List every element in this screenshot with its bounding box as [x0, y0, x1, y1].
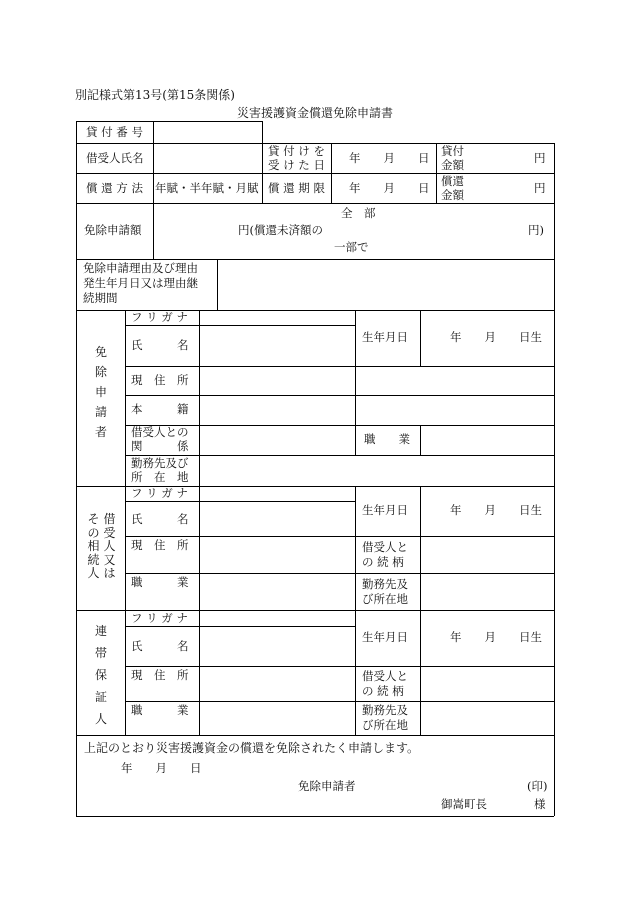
repay-deadline-label: 償 還 期 限: [268, 181, 325, 195]
exemption-amount-unit: 円): [528, 223, 544, 237]
repaid-amount-label: 償還: [441, 174, 464, 188]
heir-occupation-label: 職 業: [131, 575, 189, 589]
footer-seal: (印): [527, 779, 548, 793]
heir-group-label-col: 借受人又は: [103, 512, 116, 580]
guarantor-work-label: 勤務先及: [362, 703, 408, 717]
guarantor-birth-value: 年 月 日生: [450, 630, 542, 644]
guarantor-birth-label: 生年月日: [362, 630, 408, 644]
applicant-domicile-label: 本 籍: [131, 402, 189, 416]
heir-furigana-label: フ リ ガ ナ: [131, 486, 188, 500]
loan-date-value: 年 月 日: [349, 151, 430, 165]
applicant-relation-label: 借受人との: [131, 425, 189, 439]
guarantor-relation-label: の 続 柄: [362, 684, 404, 698]
loan-amount-label: 金額: [441, 158, 464, 172]
footer-applicant-label: 免除申請者: [298, 779, 356, 793]
applicant-birth-label: 生年月日: [362, 330, 408, 344]
heir-name-label: 氏 名: [131, 512, 189, 526]
footer-date: 年 月 日: [121, 761, 202, 775]
loan-date-label: 貸 付 け を: [268, 144, 325, 158]
footer-honorific: 様: [534, 797, 546, 811]
guarantor-name-label: 氏 名: [131, 639, 189, 653]
heir-work-label: び所在地: [362, 592, 408, 606]
applicant-address-label: 現 住 所: [131, 373, 189, 387]
guarantor-occupation-label: 職 業: [131, 703, 189, 717]
reason-label: 免除申請理由及び理由: [83, 261, 198, 275]
applicant-relation-label: 関 係: [131, 439, 189, 453]
footer-statement: 上記のとおり災害援護資金の償還を免除されたく申請します。: [84, 741, 420, 755]
heir-relation-label: の 続 柄: [362, 555, 404, 569]
guarantor-work-label: び所在地: [362, 718, 408, 732]
repay-method-value: 年賦・半年賦・月賦: [155, 181, 259, 195]
heir-address-label: 現 住 所: [131, 538, 189, 552]
borrower-name-label: 借受人氏名: [86, 151, 144, 165]
loan-amount-label: 貸付: [441, 144, 464, 158]
guarantor-relation-label: 借受人と: [362, 669, 408, 683]
heir-group-label-col: その相続人: [87, 512, 100, 580]
loan-date-label: 受 け た 日: [268, 158, 325, 172]
guarantor-address-label: 現 住 所: [131, 668, 189, 682]
applicant-birth-value: 年 月 日生: [450, 330, 542, 344]
applicant-work-label: 勤務先及び: [131, 456, 189, 470]
reason-label: 続期間: [83, 291, 118, 305]
guarantor-furigana-label: フ リ ガ ナ: [131, 611, 188, 625]
form-number: 別記様式第13号(第15条関係): [75, 88, 235, 102]
exemption-all: 全 部: [341, 206, 376, 220]
applicant-furigana-label: フ リ ガ ナ: [131, 310, 188, 324]
heir-work-label: 勤務先及: [362, 577, 408, 591]
applicant-group-label: 免除申請者: [94, 345, 107, 439]
exemption-amount-text: 円(償還未済額の: [238, 223, 323, 237]
heir-birth-label: 生年月日: [362, 503, 408, 517]
loan-number-label: 貸 付 番 号: [86, 125, 143, 139]
exemption-amount-label: 免除申請額: [84, 223, 142, 237]
repaid-amount-unit: 円: [534, 181, 546, 195]
form-title: 災害援護資金償還免除申請書: [236, 106, 393, 120]
repay-deadline-value: 年 月 日: [349, 181, 430, 195]
repaid-amount-label: 金額: [441, 188, 464, 202]
loan-amount-unit: 円: [534, 151, 546, 165]
heir-group-label: [87, 513, 116, 581]
applicant-occupation-label: 職 業: [364, 432, 410, 446]
repay-method-label: 償 還 方 法: [86, 181, 143, 195]
reason-label: 発生年月日又は理由継: [83, 276, 198, 290]
heir-birth-value: 年 月 日生: [450, 503, 542, 517]
applicant-name-label: 氏 名: [131, 338, 189, 352]
applicant-work-label: 所 在 地: [131, 470, 189, 484]
footer-addressee: 御嵩町長: [441, 797, 487, 811]
guarantor-group-label: 連帯保証人: [94, 624, 107, 726]
heir-relation-label: 借受人と: [362, 540, 408, 554]
exemption-part: 一部で: [334, 240, 369, 254]
